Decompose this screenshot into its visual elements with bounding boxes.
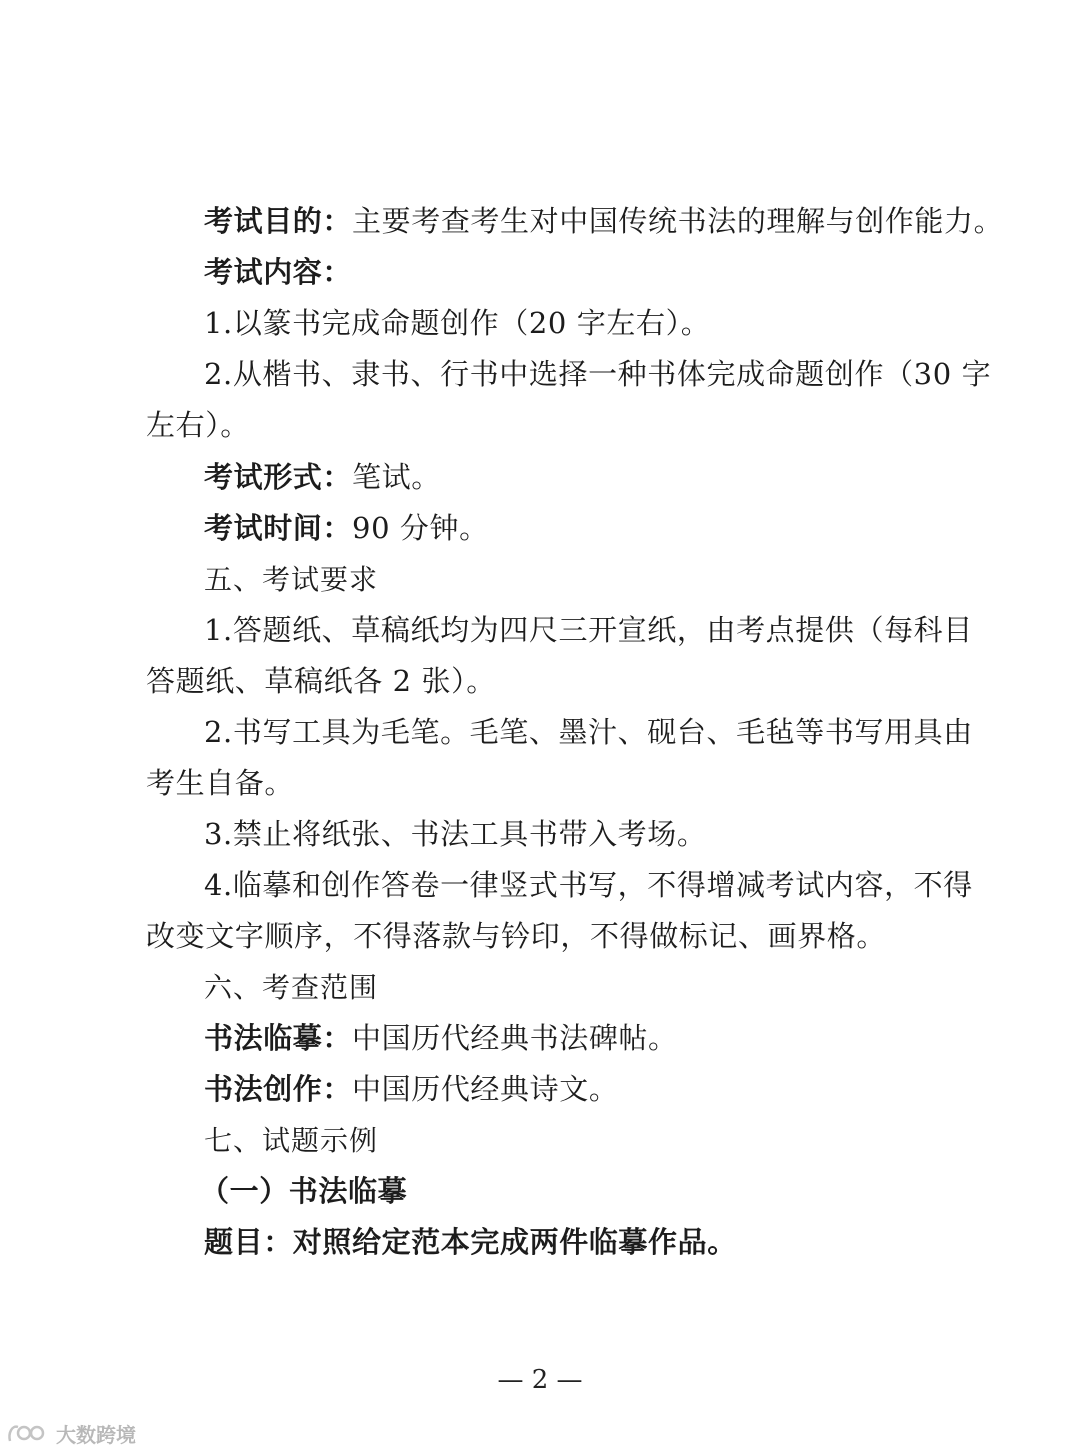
question-prompt: 题目：对照给定范本完成两件临摹作品。	[204, 1225, 737, 1259]
exam-content	[204, 247, 1004, 298]
scope-creation	[204, 1064, 1004, 1115]
scope-copying-label: 书法临摹：	[204, 1021, 353, 1055]
content-item-1: 1.以篆书完成命题创作（20 字左右）。	[204, 306, 711, 340]
exam-time-label: 考试时间：	[204, 511, 353, 545]
scope-copying-text: 中国历代经典书法碑帖。	[352, 1021, 678, 1055]
section-heading-6: 六、考查范围	[204, 971, 379, 1004]
requirement-1: 1.答题纸、草稿纸均为四尺三开宣纸，由考点提供（每科目	[204, 613, 973, 647]
scope-creation-text: 中国历代经典诗文。	[352, 1072, 619, 1106]
requirement-4: 4.临摹和创作答卷一律竖式书写，不得增减考试内容，不得	[204, 868, 973, 902]
exam-format	[204, 452, 1004, 503]
exam-format-text: 笔试。	[352, 460, 441, 494]
requirement-3: 3.禁止将纸张、书法工具书带入考场。	[204, 817, 707, 851]
exam-time	[204, 503, 1004, 554]
requirement-2: 2.书写工具为毛笔。毛笔、墨汁、砚台、毛毡等书写用具由	[204, 715, 973, 749]
requirement-2-cont: 考生自备。	[146, 766, 295, 800]
requirement-4-cont: 改变文字顺序，不得落款与钤印，不得做标记、画界格。	[146, 919, 887, 953]
exam-format-label: 考试形式：	[204, 460, 353, 494]
content-item-2: 2.从楷书、隶书、行书中选择一种书体完成命题创作（30 字	[204, 357, 992, 391]
watermark-text: 大数跨境	[56, 1422, 136, 1447]
exam-time-text: 90 分钟。	[352, 511, 489, 545]
exam-purpose-label: 考试目的：	[204, 204, 353, 238]
watermark-logo-icon	[6, 1421, 50, 1445]
section-heading-5: 五、考试要求	[204, 563, 379, 596]
content-item-2-cont: 左右）。	[146, 408, 250, 442]
scope-copying	[204, 1013, 1004, 1064]
requirement-1-cont: 答题纸、草稿纸各 2 张）。	[146, 664, 496, 698]
exam-purpose	[204, 196, 1004, 247]
scope-creation-label: 书法创作：	[204, 1072, 353, 1106]
watermark	[6, 1418, 136, 1448]
subsection-heading-1: （一）书法临摹	[200, 1174, 408, 1208]
page-number: — 2 —	[497, 1365, 583, 1395]
exam-purpose-text: 主要考查考生对中国传统书法的理解与创作能力。	[352, 204, 1004, 238]
section-heading-7: 七、试题示例	[204, 1124, 379, 1157]
exam-content-label: 考试内容：	[204, 255, 353, 289]
